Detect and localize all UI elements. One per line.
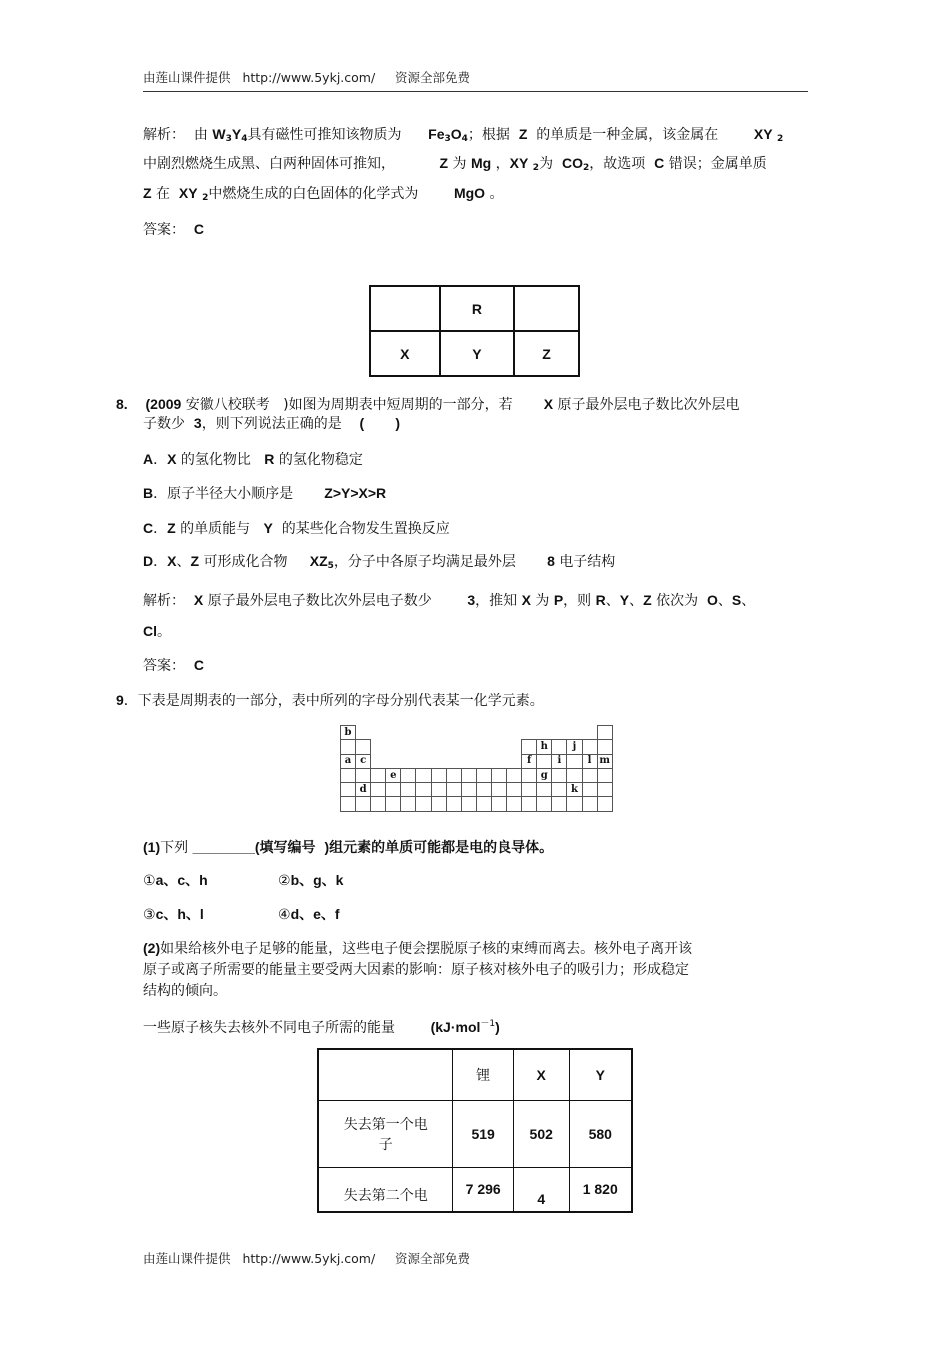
t: 2 — [582, 163, 590, 173]
footer-url[interactable]: http://www.5ykj.com/ — [242, 1251, 376, 1266]
t: ．下表是周期表的一部分，表中所列的字母分别代表某一化学元素。 — [123, 693, 544, 709]
pt-cell-a: a — [341, 754, 356, 768]
pt-cell — [431, 797, 446, 811]
t: O — [707, 592, 718, 608]
pt-gap — [552, 726, 567, 740]
t: Cl — [143, 623, 157, 639]
pt-cell — [522, 768, 537, 782]
pt-cell — [356, 768, 371, 782]
table-cell: 502 — [513, 1100, 569, 1167]
pt-cell — [537, 754, 552, 768]
q8-answer — [143, 655, 204, 675]
pt-cell — [567, 797, 582, 811]
t: Z — [190, 553, 200, 569]
pt-cell-k: k — [567, 783, 582, 797]
pt-gap — [491, 740, 506, 754]
t: CO — [561, 155, 583, 171]
pt-gap — [446, 754, 461, 768]
energy-caption — [143, 1016, 500, 1037]
pt-gap — [356, 726, 371, 740]
pt-gap — [416, 754, 431, 768]
t: 的氢化物比 — [180, 452, 251, 468]
t: X — [543, 396, 554, 412]
t: 3 — [467, 592, 476, 608]
pt-cell — [476, 768, 491, 782]
answer-value: C — [193, 657, 205, 673]
q9-stem — [116, 690, 544, 710]
pt-gap — [431, 726, 446, 740]
t: 4 — [241, 134, 248, 144]
t: W — [212, 126, 226, 142]
table-cell: 4 — [513, 1167, 569, 1212]
t: )如图为周期表中短周期的一部分，若 — [283, 397, 513, 413]
t: R — [264, 451, 275, 467]
table-cell: 519 — [453, 1100, 514, 1167]
pt-cell-i: i — [552, 754, 567, 768]
pt-cell — [401, 797, 416, 811]
q9-part1-stem — [143, 837, 553, 857]
t: XY — [509, 155, 529, 171]
t: (kJ — [430, 1019, 451, 1035]
grid-cell-y: Y — [440, 331, 514, 376]
q8-option-b[interactable] — [143, 483, 386, 503]
t: ． — [153, 521, 168, 537]
footer-source: 由莲山课件提供 — [143, 1251, 231, 1266]
pt-cell-e: e — [386, 768, 401, 782]
t: Fe — [428, 126, 445, 142]
pt-gap — [522, 726, 537, 740]
t: Y — [231, 126, 242, 142]
q9-option-3[interactable] — [143, 904, 204, 924]
q9-option-1[interactable] — [143, 870, 208, 890]
table-cell: 1 820 — [569, 1167, 632, 1212]
t: Z — [167, 520, 176, 536]
q9-part2-line-1 — [143, 938, 692, 958]
grid-cell-z: Z — [514, 331, 579, 376]
page-footer — [143, 1249, 470, 1267]
pt-gap — [401, 726, 416, 740]
pt-gap — [416, 726, 431, 740]
pt-cell — [582, 740, 597, 754]
pt-cell-m: m — [597, 754, 612, 768]
pt-cell — [491, 797, 506, 811]
t: 为 — [452, 156, 467, 172]
answer-value: C — [193, 221, 205, 237]
pt-cell — [371, 797, 386, 811]
pt-cell — [552, 797, 567, 811]
pt-gap — [386, 740, 401, 754]
pt-gap — [401, 754, 416, 768]
pt-cell — [597, 783, 612, 797]
pt-cell — [356, 797, 371, 811]
t: P — [553, 592, 564, 608]
t: B — [143, 485, 154, 501]
t: ) — [395, 415, 401, 431]
header-url[interactable]: http://www.5ykj.com/ — [242, 70, 376, 85]
t: ． — [153, 554, 168, 570]
t: S — [731, 592, 742, 608]
t: b、g、k — [290, 872, 344, 888]
pt-gap — [386, 726, 401, 740]
table-row-label — [318, 1100, 453, 1167]
header-source: 由莲山课件提供 — [143, 70, 231, 85]
q8-option-d[interactable] — [143, 551, 615, 571]
pt-cell — [537, 783, 552, 797]
pt-cell — [461, 783, 476, 797]
t: 一些原子核失去核外不同电子所需的能量 — [143, 1020, 395, 1036]
t: 2 — [532, 163, 540, 173]
table-header-empty — [318, 1049, 453, 1100]
t: Y — [619, 592, 630, 608]
pt-cell — [401, 783, 416, 797]
t: 子 — [378, 1136, 393, 1153]
pt-gap — [491, 754, 506, 768]
t: 。 — [157, 624, 171, 640]
pt-gap — [401, 740, 416, 754]
t: 3 — [193, 415, 202, 431]
pt-gap — [507, 740, 522, 754]
t: 错误；金属单质 — [668, 156, 767, 172]
t: 2 — [202, 193, 209, 203]
pt-gap — [476, 754, 491, 768]
table-header-y: Y — [569, 1049, 632, 1100]
answer-label: 答案： — [143, 658, 185, 674]
t: 。 — [489, 186, 504, 202]
q7-analysis-line-2 — [143, 153, 767, 173]
pt-cell — [446, 768, 461, 782]
t: 由 — [193, 127, 208, 143]
pt-cell — [341, 797, 356, 811]
t: 为 — [535, 593, 550, 609]
pt-gap — [507, 726, 522, 740]
pt-cell — [552, 783, 567, 797]
grid-cell — [370, 286, 440, 331]
pt-cell-j: j — [567, 740, 582, 754]
t: ③ — [143, 907, 156, 923]
q7-analysis-line-1 — [143, 124, 783, 144]
t: 的某些化合物发生置换反应 — [281, 521, 450, 537]
t: 子数少 — [143, 416, 185, 432]
pt-cell-d: d — [356, 783, 371, 797]
pt-cell — [416, 768, 431, 782]
pt-cell — [597, 726, 612, 740]
q8-stem-line-2 — [143, 413, 400, 433]
q8-analysis-line-1 — [143, 590, 755, 610]
q8-option-a[interactable] — [143, 449, 363, 469]
pt-cell — [507, 797, 522, 811]
q8-stem-line-1 — [116, 394, 740, 414]
q8-option-c[interactable] — [143, 518, 450, 538]
pt-cell — [446, 797, 461, 811]
pt-cell — [431, 783, 446, 797]
t: 3 — [225, 134, 232, 144]
t: (2009 — [145, 396, 182, 412]
t: 8 — [547, 553, 555, 569]
t: 具有磁性可推知该物质为 — [247, 127, 402, 143]
pt-gap — [431, 754, 446, 768]
t: 的氢化物稳定 — [278, 452, 363, 468]
pt-cell — [507, 768, 522, 782]
table-cell: 7 296 — [453, 1167, 514, 1212]
pt-gap — [567, 726, 582, 740]
t: 的单质能与 — [180, 521, 251, 537]
pt-gap — [476, 726, 491, 740]
q8-analysis-line-2 — [143, 621, 171, 641]
t: )组元素的单质可能都是电的良导体。 — [324, 839, 554, 855]
t: (1) — [143, 839, 161, 855]
t: X — [521, 592, 531, 608]
t: 5 — [327, 561, 334, 571]
pt-gap — [371, 754, 386, 768]
pt-cell — [522, 783, 537, 797]
t: c、h、l — [155, 906, 204, 922]
t: 的单质是一种金属，该金属在 — [536, 127, 719, 143]
periodic-table-figure — [340, 725, 613, 812]
pt-gap — [446, 740, 461, 754]
pt-cell — [522, 740, 537, 754]
t: ( — [359, 415, 365, 431]
pt-cell-h: h — [537, 740, 552, 754]
t: 下列 — [160, 840, 189, 856]
t: (2) — [143, 940, 161, 956]
ionization-energy-table — [317, 1048, 633, 1213]
t: XY — [753, 126, 773, 142]
t: ，推知 — [475, 593, 518, 609]
pt-cell — [461, 797, 476, 811]
table-row-label: 失去第二个电 — [318, 1167, 453, 1212]
question-number: 9 — [116, 692, 124, 708]
t: Z — [143, 185, 152, 201]
q7-analysis-line-3 — [143, 183, 504, 203]
t: Mg — [470, 155, 492, 171]
pt-gap — [537, 726, 552, 740]
pt-cell — [552, 740, 567, 754]
pt-gap — [446, 726, 461, 740]
q7-answer — [143, 219, 204, 239]
t: 中剧烈燃烧生成黑、白两种固体可推知， — [143, 156, 395, 172]
t: Z — [518, 126, 528, 142]
t: X — [193, 592, 204, 608]
t: 、 — [741, 593, 756, 609]
pt-cell — [371, 783, 386, 797]
pt-cell — [341, 740, 356, 754]
t: ，分子中各原子均满足最外层 — [333, 554, 516, 570]
pt-cell — [461, 768, 476, 782]
question-number: 8. — [116, 396, 128, 412]
t: MgO — [453, 185, 486, 201]
header-rule — [143, 91, 808, 92]
pt-gap — [491, 726, 506, 740]
t: R — [595, 592, 606, 608]
pt-cell-f: f — [522, 754, 537, 768]
pt-cell — [416, 783, 431, 797]
t: ·mol — [450, 1019, 481, 1035]
t: ；根据 — [467, 127, 510, 143]
t: O — [450, 126, 462, 142]
pt-cell — [371, 768, 386, 782]
t: 为 — [539, 156, 554, 172]
t: Z — [643, 592, 652, 608]
table-header-li: 锂 — [453, 1049, 514, 1100]
pt-cell — [491, 768, 506, 782]
pt-cell — [522, 797, 537, 811]
t: 失去第一个电 — [343, 1116, 428, 1133]
t: 依次为 — [656, 593, 699, 609]
pt-cell — [567, 754, 582, 768]
pt-cell — [401, 768, 416, 782]
t: 3 — [444, 134, 451, 144]
t: a、c、h — [155, 872, 208, 888]
t: Y — [263, 520, 273, 536]
q9-part2-line-3: 结构的倾向。 — [143, 983, 227, 999]
t: (填写编号 — [254, 839, 316, 855]
pt-cell — [582, 783, 597, 797]
t: 中燃烧生成的白色固体的化学式为 — [208, 186, 419, 202]
t: 安徽八校联考 — [185, 397, 270, 413]
t: 在 — [156, 186, 171, 202]
t: 如果给核外电子足够的能量，这些电子便会摆脱原子核的束缚而离去。核外电子离开该 — [160, 941, 693, 957]
pt-cell-g: g — [537, 768, 552, 782]
table-header-x: X — [513, 1049, 569, 1100]
pt-cell — [597, 768, 612, 782]
answer-label: 答案： — [143, 222, 185, 238]
pt-gap — [476, 740, 491, 754]
t: 电子结构 — [559, 554, 616, 570]
grid-cell-x: X — [370, 331, 440, 376]
t: ① — [143, 873, 156, 889]
table-cell: 580 — [569, 1100, 632, 1167]
t: 原子最外层电子数比次外层电子数少 — [207, 593, 432, 609]
pt-gap — [582, 726, 597, 740]
pt-gap — [461, 754, 476, 768]
t: 原子最外层电子数比次外层电 — [557, 397, 740, 413]
t: ④ — [278, 907, 291, 923]
q9-option-4[interactable] — [278, 904, 340, 924]
pt-cell — [491, 783, 506, 797]
pt-cell — [476, 797, 491, 811]
analysis-label: 解析： — [143, 593, 185, 609]
q9-option-2[interactable] — [278, 870, 343, 890]
t: ，则下列说法正确的是 — [201, 416, 342, 432]
t: Z — [439, 155, 449, 171]
t: 、 — [605, 593, 620, 609]
pt-cell — [567, 768, 582, 782]
pt-cell-c: c — [356, 754, 371, 768]
pt-gap — [386, 754, 401, 768]
pt-gap — [431, 740, 446, 754]
pt-cell — [537, 797, 552, 811]
pt-gap — [461, 726, 476, 740]
pt-cell — [386, 797, 401, 811]
analysis-label: 解析： — [143, 127, 185, 143]
t: ， — [495, 156, 510, 172]
t: 、 — [629, 593, 644, 609]
pt-cell — [341, 783, 356, 797]
pt-cell — [476, 783, 491, 797]
t: XY — [178, 185, 198, 201]
pt-cell — [597, 797, 612, 811]
pt-cell — [597, 740, 612, 754]
t: A — [143, 451, 154, 467]
page-header — [143, 68, 470, 86]
pt-cell — [431, 768, 446, 782]
t: d、e、f — [290, 906, 340, 922]
t: C — [654, 155, 665, 171]
periodic-fragment-grid — [369, 285, 580, 377]
pt-cell — [356, 740, 371, 754]
pt-gap — [416, 740, 431, 754]
t: C — [143, 520, 154, 536]
t: 4 — [461, 134, 468, 144]
pt-cell-l: l — [582, 754, 597, 768]
pt-cell — [552, 768, 567, 782]
pt-cell — [582, 768, 597, 782]
t: ．原子半径大小顺序是 — [153, 486, 294, 502]
pt-cell — [446, 783, 461, 797]
t: 2 — [777, 134, 784, 144]
t: 、 — [176, 554, 191, 570]
answer-blank[interactable]: ________ — [192, 839, 255, 855]
t: 、 — [717, 593, 732, 609]
pt-cell — [582, 797, 597, 811]
t: ． — [153, 452, 168, 468]
pt-cell — [507, 783, 522, 797]
t: XZ — [309, 553, 328, 569]
pt-cell-b: b — [341, 726, 356, 740]
header-note: 资源全部免费 — [395, 70, 471, 85]
pt-gap — [371, 740, 386, 754]
pt-cell — [416, 797, 431, 811]
t: X — [167, 451, 177, 467]
pt-gap — [461, 740, 476, 754]
t: D — [143, 553, 154, 569]
t: ) — [495, 1019, 500, 1035]
t: ，则 — [563, 593, 592, 609]
grid-cell — [514, 286, 579, 331]
t: －1 — [480, 1019, 496, 1029]
q9-part2-line-2: 原子或离子所需要的能量主要受两大因素的影响：原子核对核外电子的吸引力；形成稳定 — [143, 962, 689, 978]
pt-cell — [341, 768, 356, 782]
t: ，故选项 — [589, 156, 646, 172]
pt-gap — [371, 726, 386, 740]
pt-gap — [507, 754, 522, 768]
pt-cell — [386, 783, 401, 797]
t: ② — [278, 873, 291, 889]
grid-cell-r: R — [440, 286, 514, 331]
footer-note: 资源全部免费 — [395, 1251, 471, 1266]
t: X — [167, 553, 177, 569]
t: Z>Y>X>R — [324, 485, 387, 501]
t: 可形成化合物 — [203, 554, 288, 570]
